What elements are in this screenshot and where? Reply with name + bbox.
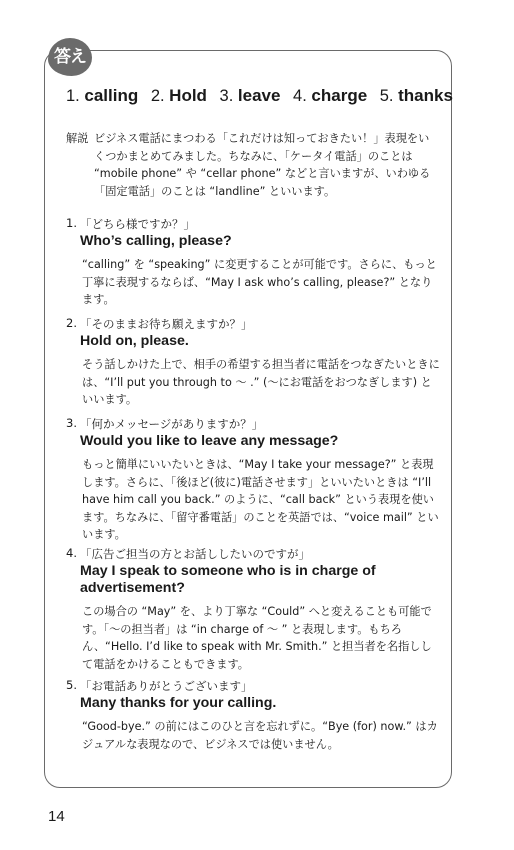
phrase-japanese: 「そのままお待ち願えますか？」 [80, 317, 253, 331]
phrase-explanation: もっと簡単にいいたいときは、“May I take your message?” と表現します。さらに、「後ほど(彼に)電話させます」といいたいときは “I’ll have him call you back.” のように、“call back” という表現を使います。ちなみに、「留守番電話」のことを英語では、“voice mail” といいます。 [82, 458, 439, 541]
phrase-number: 4. [66, 546, 77, 560]
answer-4: 4. charge [293, 86, 368, 105]
phrase-item-3 [66, 416, 440, 544]
answer-1: 1. calling [66, 86, 139, 105]
phrase-explanation: “Good-bye.” の前にはこのひと言を忘れずに。“Bye (for) now.” はカジュアルな表現なので、ビジネスでは使いません。 [82, 720, 438, 751]
phrase-explanation: この場合の “May” を、より丁寧な “Could” へと変えることも可能です。「～の担当者」は “in charge of ～ ” と表現します。もちろん、“Hello. I’d like to speak with Mr. Smith.” と担当者を名指しして電話をかけることもできます。 [82, 605, 432, 671]
explanation-label: 解説 [66, 132, 89, 145]
answer-2: 2. Hold [150, 86, 207, 105]
phrase-item-5 [66, 678, 440, 753]
answer-list [66, 86, 453, 106]
phrase-japanese: 「どちら様ですか？」 [80, 217, 195, 231]
answer-badge: 答え [48, 38, 92, 76]
phrase-number: 1. [66, 216, 77, 230]
phrase-item-4 [66, 546, 440, 673]
phrase-english: Hold on, please. [80, 333, 189, 349]
explanation-text: ビジネス電話にまつわる「これだけは知っておきたい！」表現をいくつかまとめてみました。ちなみに、「ケータイ電話」のことは “mobile phone” や “cellar phone” などと言いますが、いわゆる「固定電話」のことは “landline” といいます。 [94, 132, 431, 198]
phrase-number: 5. [66, 678, 77, 692]
phrase-english: May I speak to someone who is in charge of advertisement? [80, 563, 376, 596]
phrase-number: 2. [66, 316, 77, 330]
phrase-item-1 [66, 216, 440, 309]
answer-5: 5. thanks [379, 86, 453, 105]
page-number: 14 [48, 808, 65, 825]
answer-3: 3. leave [219, 86, 281, 105]
phrase-english: Who’s calling, please? [80, 233, 232, 249]
phrase-explanation: そう話しかけた上で、相手の希望する担当者に電話をつなぎたいときには、“I’ll put you through to ～ .” (～にお電話をおつなぎします) といいます。 [82, 358, 440, 406]
explanation-block [66, 130, 438, 200]
phrase-english: Would you like to leave any message? [80, 433, 339, 449]
phrase-number: 3. [66, 416, 77, 430]
phrase-explanation: “calling” を “speaking” に変更することが可能です。さらに、もっと丁寧に表現するならば、“May I ask who’s calling, please?” となります。 [82, 258, 437, 306]
phrase-japanese: 「お電話ありがとうございます」 [80, 679, 253, 693]
phrase-item-2 [66, 316, 440, 409]
phrase-english: Many thanks for your calling. [80, 695, 277, 711]
phrase-japanese: 「広告ご担当の方とお話ししたいのですが」 [80, 547, 310, 561]
phrase-japanese: 「何かメッセージがありますか？」 [80, 417, 264, 431]
